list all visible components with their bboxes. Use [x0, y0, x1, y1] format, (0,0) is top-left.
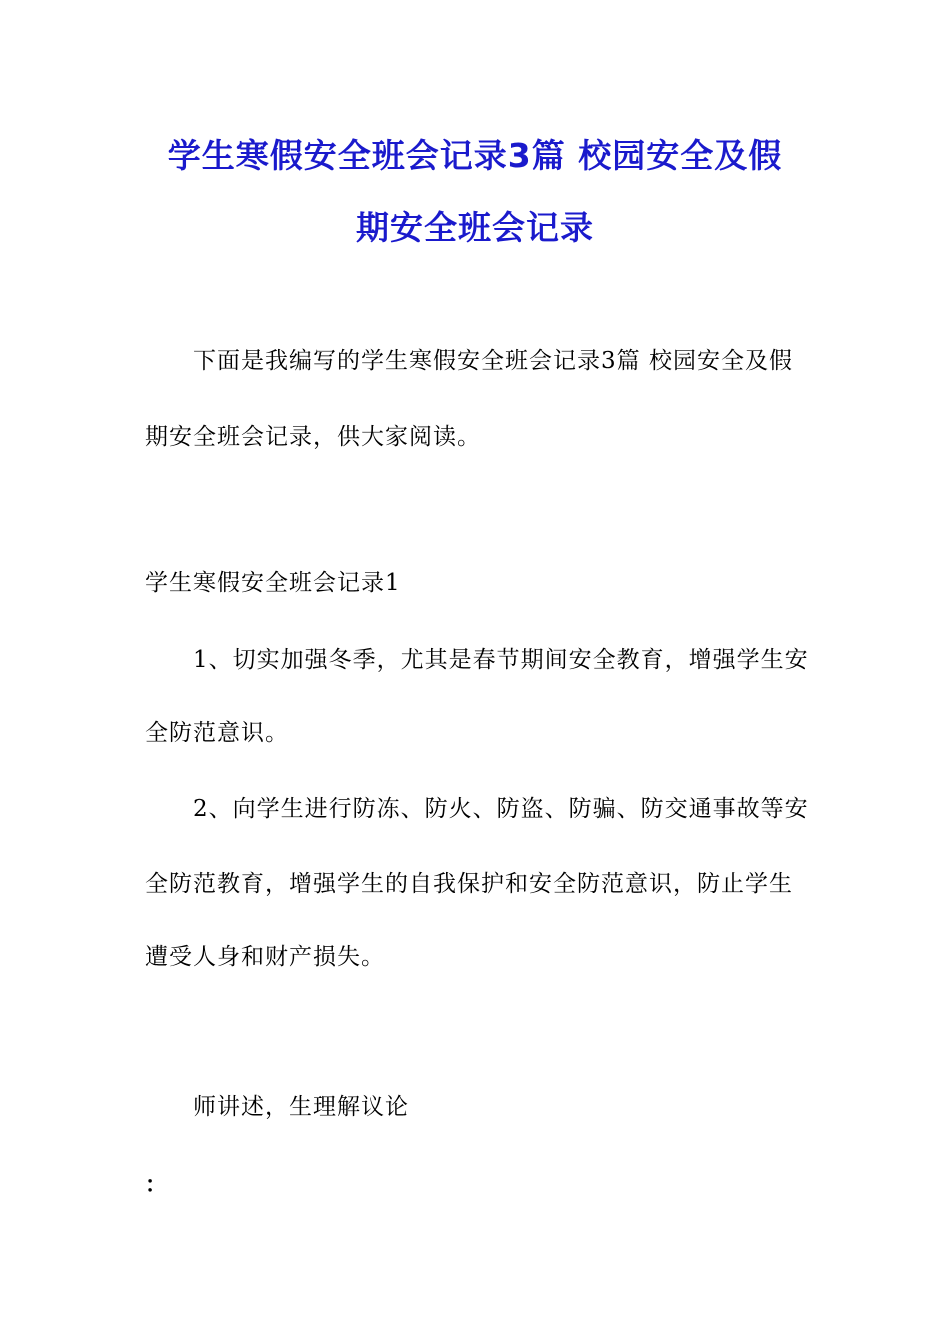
method-line: 师讲述，生理解议论: [193, 1094, 409, 1120]
document-title-line-1: 学生寒假安全班会记录3篇 校园安全及假: [167, 136, 783, 175]
item-2-line-3: 遭受人身和财产损失。: [145, 944, 385, 970]
trailing-colon: ：: [145, 1172, 168, 1198]
intro-paragraph-line-2: 期安全班会记录，供大家阅读。: [145, 424, 481, 450]
item-2-line-1: 2、向学生进行防冻、防火、防盗、防骗、防交通事故等安: [193, 796, 809, 822]
document-title-line-2: 期安全班会记录: [356, 208, 594, 247]
item-1-line-1: 1、切实加强冬季，尤其是春节期间安全教育，增强学生安: [193, 647, 809, 673]
section-heading: 学生寒假安全班会记录1: [145, 570, 401, 596]
item-2-line-2: 全防范教育，增强学生的自我保护和安全防范意识，防止学生: [145, 871, 793, 897]
item-1-line-2: 全防范意识。: [145, 720, 289, 746]
intro-paragraph-line-1: 下面是我编写的学生寒假安全班会记录3篇 校园安全及假: [193, 348, 793, 374]
